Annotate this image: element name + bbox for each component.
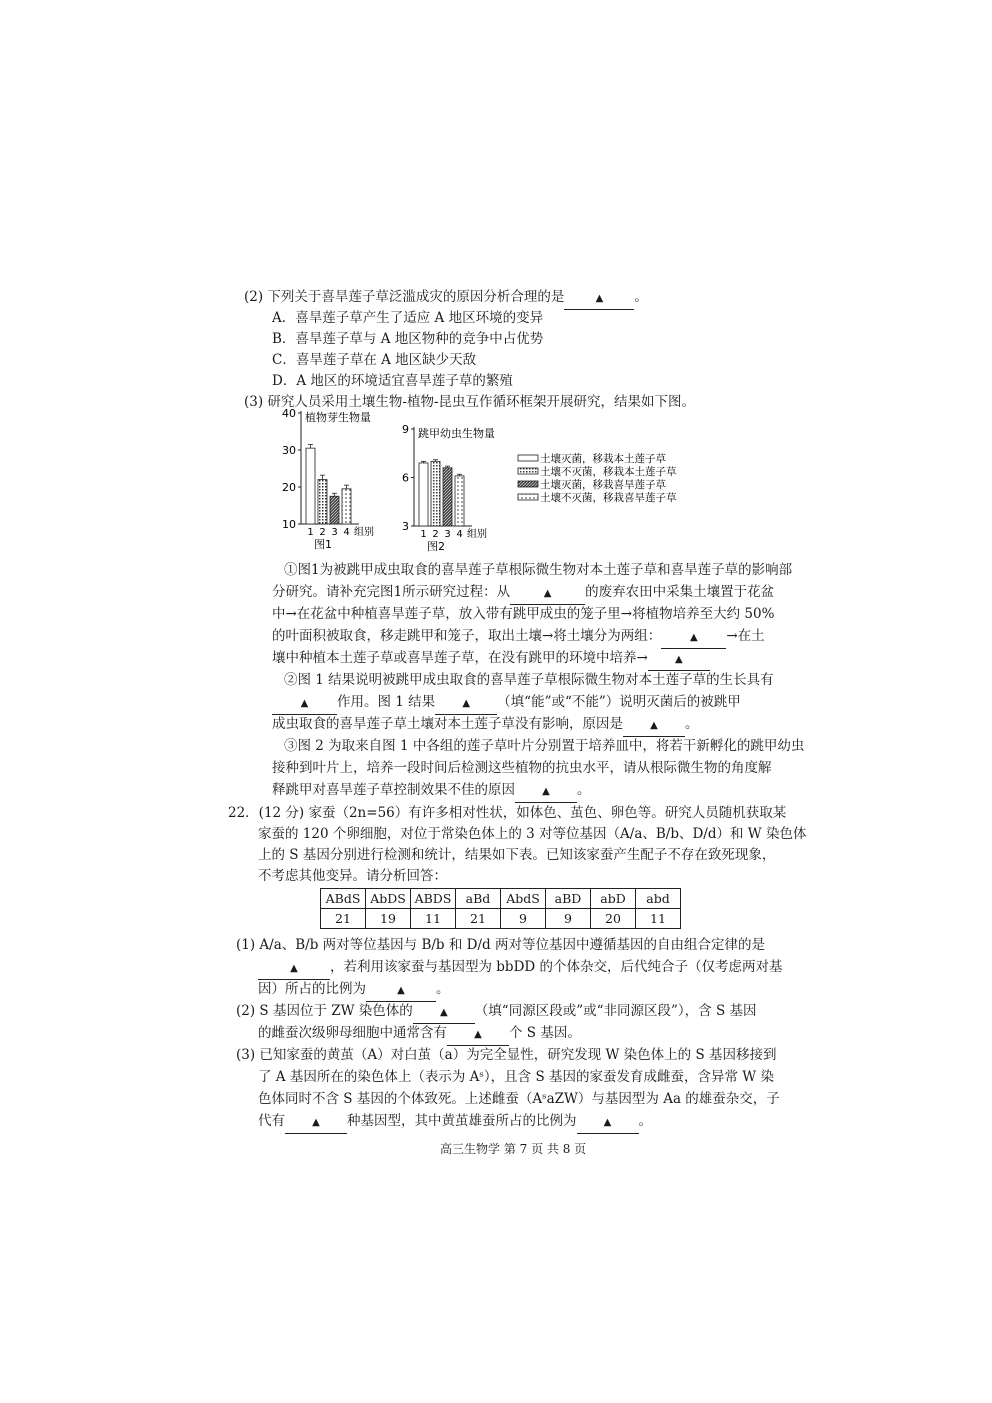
bar (342, 489, 351, 524)
y-tick-label: 30 (282, 444, 296, 457)
x-axis-label: 组别 (354, 527, 374, 538)
q22-p1-blank1[interactable]: ▲ (258, 957, 330, 980)
figure-caption: 图2 (427, 540, 445, 553)
q3-s1-line4: 的叶面积被取食，移走跳甲和笼子，取出土壤→将土壤分为两组： ▲ →在土 (272, 626, 765, 649)
chart-title: 跳甲幼虫生物量 (418, 427, 495, 440)
y-tick-label: 10 (282, 518, 296, 531)
q3-s2-line3: 成虫取食的喜旱莲子草土壤对本土莲子草没有影响，原因是 ▲ 。 (272, 714, 699, 737)
table-header-cell: ABdS (321, 889, 366, 909)
x-tick-label: 2 (319, 527, 326, 538)
table-header-row (321, 889, 681, 909)
q3-s1-blank3[interactable]: ▲ (648, 648, 710, 671)
q22-p3-line4: 代有 ▲ 种基因型，其中黄茧雄蚕所占的比例为 ▲ 。 (258, 1111, 652, 1134)
legend-label: 土壤灭菌，移栽本土莲子草 (540, 453, 666, 465)
q3-s2-blank2[interactable]: ▲ (435, 692, 497, 715)
table-cell: 11 (411, 909, 456, 929)
table-cell: 9 (501, 909, 546, 929)
q2-option-c: C．喜旱莲子草在 A 地区缺少天敌 (272, 352, 477, 368)
x-tick-label: 2 (432, 529, 439, 540)
q3-s2-blank3[interactable]: ▲ (623, 714, 685, 737)
q22-p2-blank2[interactable]: ▲ (447, 1023, 509, 1046)
table-header-cell: ABDS (411, 889, 456, 909)
chart-fig1 (282, 408, 374, 551)
q3-stem: (3) 研究人员采用土壤生物-植物-昆虫互作循环框架开展研究，结果如下图。 (244, 394, 696, 410)
q2-stem-line: (2) 下列关于喜旱莲子草泛滥成灾的原因分析合理的是 ▲ 。 (244, 287, 648, 310)
q22-line4: 不考虑其他变异。请分析回答： (258, 868, 447, 884)
bar (455, 476, 464, 526)
bar (318, 480, 327, 524)
q22-p2-line2: 的雌蚕次级卵母细胞中通常含有 ▲ 个 S 基因。 (258, 1023, 581, 1046)
legend-label: 土壤灭菌，移栽喜旱莲子草 (540, 479, 666, 491)
table-cell: 21 (321, 909, 366, 929)
q3-s3-line1: ③图 2 为取来自图 1 中各组的莲子草叶片分别置于培养皿中，将若干新孵化的跳甲幼虫 (284, 738, 805, 754)
q2-stem: (2) 下列关于喜旱莲子草泛滥成灾的原因分析合理的是 (244, 289, 565, 305)
q3-s2-blank1[interactable]: ▲ (272, 692, 337, 715)
q3-s1-blank1[interactable]: ▲ (510, 582, 585, 605)
q2-option-b: B．喜旱莲子草与 A 地区物种的竞争中占优势 (272, 331, 544, 347)
q3-s3-line2: 接种到叶片上，培养一段时间后检测这些植物的抗虫水平，请从根际微生物的角度解 (272, 760, 772, 776)
q22-p2-blank1[interactable]: ▲ (413, 1001, 475, 1024)
table-cell: 21 (456, 909, 501, 929)
q3-s1-line1: ①图1为被跳甲成虫取食的喜旱莲子草根际微生物对本土莲子草和喜旱莲子草的影响部 (284, 562, 793, 578)
chart-legend (518, 452, 677, 504)
chart-title: 植物芽生物量 (305, 411, 371, 424)
q22-p1-line2: ▲ ，若利用该家蚕与基因型为 bbDD 的个体杂交，后代纯合子（仅考虑两对基 (258, 957, 783, 980)
x-tick-label: 1 (307, 527, 314, 538)
y-tick-label: 3 (402, 520, 409, 533)
q22-p3-line1: (3) 已知家蚕的黄茧（A）对白茧（a）为完全显性，研究发现 W 染色体上的 S 基因移接到 (236, 1047, 777, 1063)
table-header-cell: AbdS (501, 889, 546, 909)
q2-answer-blank[interactable]: ▲ (564, 287, 634, 310)
table-header-cell: abd (636, 889, 681, 909)
q22-p3-line2: 了 A 基因所在的染色体上（表示为 Aˢ），且含 S 基因的家蚕发育成雌蚕，含异常 W 染 (258, 1069, 774, 1085)
genotype-table (320, 888, 681, 929)
y-tick-label: 9 (402, 423, 409, 436)
legend-swatch (518, 468, 538, 474)
q2-option-a: A．喜旱莲子草产生了适应 A 地区环境的变异 (272, 310, 544, 326)
x-axis-label: 组别 (467, 529, 487, 540)
q22-p2-line1: (2) S 基因位于 ZW 染色体的 ▲ （填“同源区段或”或“非同源区段”），含 S 基因 (236, 1001, 756, 1024)
bar (330, 496, 339, 524)
q3-s3-blank[interactable]: ▲ (515, 780, 577, 803)
legend-swatch (518, 494, 538, 500)
table-cell: 11 (636, 909, 681, 929)
q22-line3: 上的 S 基因分别进行检测和统计，结果如下表。已知该家蚕产生配子不存在致死现象， (258, 847, 776, 863)
figure-panel (280, 408, 700, 558)
legend-swatch (518, 481, 538, 487)
x-tick-label: 4 (343, 527, 350, 538)
x-tick-label: 4 (456, 529, 463, 540)
table-cell: 9 (546, 909, 591, 929)
bar (431, 461, 440, 526)
x-tick-label: 1 (420, 529, 427, 540)
q3-s1-line3: 中→在花盆中种植喜旱莲子草，放入带有跳甲成虫的笼子里→将植物培养至大约 50% (272, 606, 775, 622)
q22-p1-line3: 因）所占的比例为 ▲ 。 (258, 979, 450, 1002)
q22-line1: 22．(12 分) 家蚕（2n=56）有许多相对性状，如体色、茧色、卵色等。研究人员随机获取某 (228, 805, 787, 821)
y-tick-label: 6 (402, 471, 409, 485)
q3-s2-line1: ②图 1 结果说明被跳甲成虫取食的喜旱莲子草根际微生物对本土莲子草的生长具有 (284, 672, 774, 688)
q3-s2-line2: ▲ 作用。图 1 结果 ▲ （填“能”或“不能”）说明灭菌后的被跳甲 (272, 692, 741, 715)
bar (419, 463, 428, 526)
table-header-cell: aBD (546, 889, 591, 909)
legend-swatch (518, 455, 538, 461)
table-cell: 19 (366, 909, 411, 929)
legend-label: 土壤不灭菌，移栽本土莲子草 (540, 466, 677, 478)
q22-line2: 家蚕的 120 个卵细胞，对位于常染色体上的 3 对等位基因（A/a、B/b、D/d）和 W 染色体 (258, 826, 807, 842)
bar (443, 468, 452, 526)
table-header-cell: AbDS (366, 889, 411, 909)
page-footer: 高三生物学 第 7 页 共 8 页 (440, 1142, 587, 1156)
q22-p3-line3: 色体同时不含 S 基因的个体致死。上述雌蚕（AˢaZW）与基因型为 Aa 的雄蚕杂交，子 (258, 1091, 780, 1107)
q3-s1-line2: 分研究。请补充完图1所示研究过程：从 ▲ 的废弃农田中采集土壤置于花盆 (272, 582, 774, 605)
q3-s1-line5: 壤中种植本土莲子草或喜旱莲子草，在没有跳甲的环境中培养→ ▲ (272, 648, 710, 671)
y-tick-label: 20 (282, 481, 296, 494)
q22-p1-line1: (1) A/a、B/b 两对等位基因与 B/b 和 D/d 两对等位基因中遵循基因的自由组合定律的是 (236, 937, 765, 953)
table-header-cell: abD (591, 889, 636, 909)
q3-s3-line3: 释跳甲对喜旱莲子草控制效果不佳的原因 ▲ 。 (272, 780, 591, 803)
bar (306, 448, 315, 524)
table-cell: 20 (591, 909, 636, 929)
q22-p3-blank2[interactable]: ▲ (577, 1111, 639, 1134)
legend-label: 土壤不灭菌，移栽喜旱莲子草 (540, 492, 677, 504)
chart-fig2 (402, 423, 495, 553)
q2-option-d: D．A 地区的环境适宜喜旱莲子草的繁殖 (272, 373, 513, 389)
q22-p3-blank1[interactable]: ▲ (285, 1111, 347, 1134)
q3-s1-blank2[interactable]: ▲ (661, 626, 726, 649)
y-tick-label: 40 (282, 408, 296, 420)
figure-caption: 图1 (314, 538, 332, 551)
table-header-cell: aBd (456, 889, 501, 909)
x-tick-label: 3 (444, 529, 451, 540)
x-tick-label: 3 (331, 527, 338, 538)
q22-p1-blank2[interactable]: ▲ (366, 979, 436, 1002)
table-row (321, 909, 681, 929)
